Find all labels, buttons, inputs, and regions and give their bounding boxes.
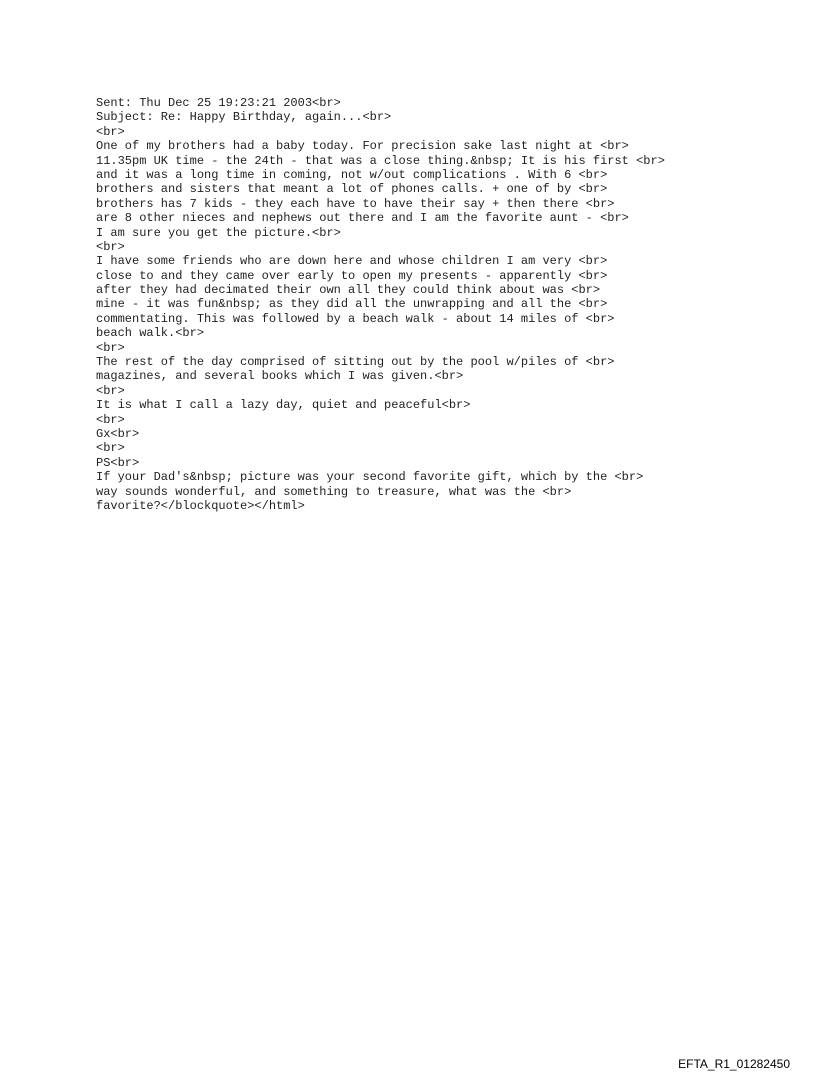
postscript-label: PS<br> <box>96 455 140 470</box>
body-line: mine - it was fun&nbsp; as they did all the unwrapping and all the <br> <box>96 297 608 312</box>
body-line: commentating. This was followed by a beach walk - about 14 miles of <br> <box>96 311 615 326</box>
body-line: <br> <box>96 124 125 139</box>
body-line: way sounds wonderful, and something to treasure, what was the <br> <box>96 484 572 499</box>
body-line: <br> <box>96 412 125 427</box>
body-line: <br> <box>96 441 125 456</box>
sent-line: Sent: Thu Dec 25 19:23:21 2003<br> <box>96 96 341 110</box>
body-line: magazines, and several books which I was given.<br> <box>96 369 464 384</box>
body-line: 11.35pm UK time - the 24th - that was a close thing.&nbsp; It is his first <br> <box>96 153 665 168</box>
body-line: It is what I call a lazy day, quiet and peaceful<br> <box>96 398 471 413</box>
body-line: I have some friends who are down here and whose children I am very <br> <box>96 254 608 269</box>
body-line: <br> <box>96 383 125 398</box>
document-id-stamp: EFTA_R1_01282450 <box>678 1057 790 1071</box>
body-line: and it was a long time in coming, not w/out complications . With 6 <br> <box>96 167 608 182</box>
body-line: beach walk.<br> <box>96 326 205 341</box>
body-line: <br> <box>96 340 125 355</box>
body-line: favorite?</blockquote></html> <box>96 498 305 513</box>
body-line: The rest of the day comprised of sitting out by the pool w/piles of <br> <box>96 355 615 370</box>
body-line: are 8 other nieces and nephews out there and I am the favorite aunt - <br> <box>96 211 629 226</box>
signature-line: Gx<br> <box>96 426 140 441</box>
body-line: If your Dad's&nbsp; picture was your second favorite gift, which by the <br> <box>96 470 644 485</box>
body-line: <br> <box>96 239 125 254</box>
body-line: brothers has 7 kids - they each have to have their say + then there <br> <box>96 196 615 211</box>
email-body-text <box>96 96 796 513</box>
body-line: One of my brothers had a baby today. For precision sake last night at <br> <box>96 139 629 154</box>
body-line: I am sure you get the picture.<br> <box>96 225 341 240</box>
body-line: close to and they came over early to open my presents - apparently <br> <box>96 268 608 283</box>
body-line: brothers and sisters that meant a lot of phones calls. + one of by <br> <box>96 182 608 197</box>
subject-line: Subject: Re: Happy Birthday, again...<br> <box>96 110 392 125</box>
body-line: after they had decimated their own all they could think about was <br> <box>96 283 601 298</box>
